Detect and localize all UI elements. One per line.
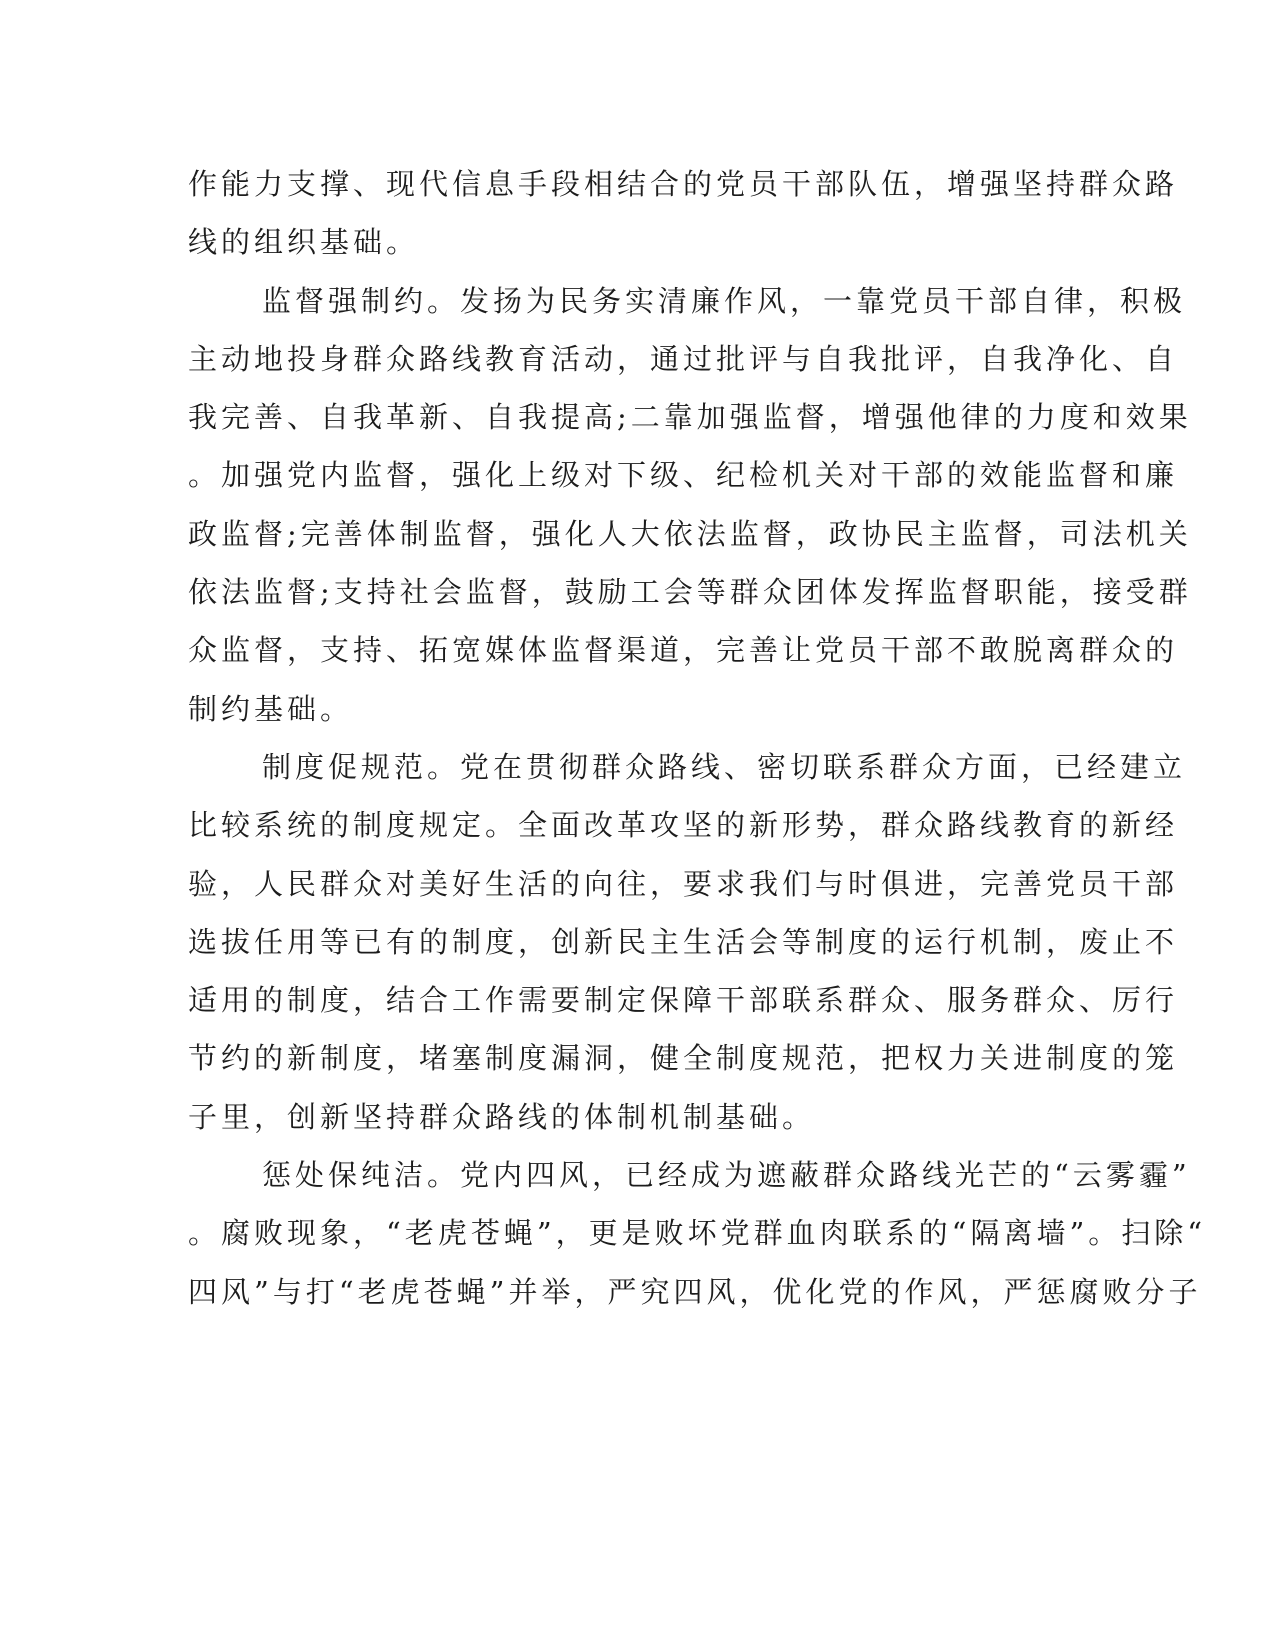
text-line: 适用的制度，结合工作需要制定保障干部联系群众、服务群众、厉行 [188,983,1179,1018]
text-line: 。腐败现象，“老虎苍蝇”，更是败坏党群血肉联系的“隔离墙”。扫除“ [188,1216,1207,1251]
text-line: 四风”与打“老虎苍蝇”并举，严究四风，优化党的作风，严惩腐败分子 [188,1274,1202,1309]
text-line: 主动地投身群众路线教育活动，通过批评与自我批评，自我净化、自 [188,341,1179,376]
text-line: 线的组织基础。 [188,225,420,260]
paragraph-system [188,738,1187,1146]
text-line: 比较系统的制度规定。全面改革攻坚的新形势，群众路线教育的新经 [188,808,1179,843]
text-line: 子里，创新坚持群众路线的体制机制基础。 [188,1099,816,1134]
text-line: 作能力支撑、现代信息手段相结合的党员干部队伍，增强坚持群众路 [188,167,1179,201]
text-line: 惩处保纯洁。党内四风，已经成为遮蔽群众路线光芒的“云雾霾” [262,1158,1191,1193]
text-line: 依法监督;支持社会监督，鼓励工会等群众团体发挥监督职能，接受群 [188,575,1192,610]
paragraph-punish [188,1146,1207,1321]
text-line: 众监督，支持、拓宽媒体监督渠道，完善让党员干部不敢脱离群众的 [188,633,1179,668]
text-line: 监督强制约。发扬为民务实清廉作风，一靠党员干部自律，积极 [262,283,1187,318]
paragraph-continued [188,155,1179,272]
paragraph-supervision [188,272,1192,738]
text-line: 验，人民群众对美好生活的向往，要求我们与时俱进，完善党员干部 [188,866,1179,901]
text-line: 选拔任用等已有的制度，创新民主生活会等制度的运行机制，废止不 [188,924,1179,959]
text-line: 制约基础。 [188,691,354,726]
text-line: 节约的新制度，堵塞制度漏洞，健全制度规范，把权力关进制度的笼 [188,1041,1179,1076]
text-line: 。加强党内监督，强化上级对下级、纪检机关对干部的效能监督和廉 [188,458,1179,493]
document-body [188,155,1207,1321]
text-line: 政监督;完善体制监督，强化人大依法监督，政协民主监督，司法机关 [188,516,1192,551]
text-line: 制度促规范。党在贯彻群众路线、密切联系群众方面，已经建立 [262,749,1187,784]
text-line: 我完善、自我革新、自我提高;二靠加强监督，增强他律的力度和效果 [188,400,1192,435]
